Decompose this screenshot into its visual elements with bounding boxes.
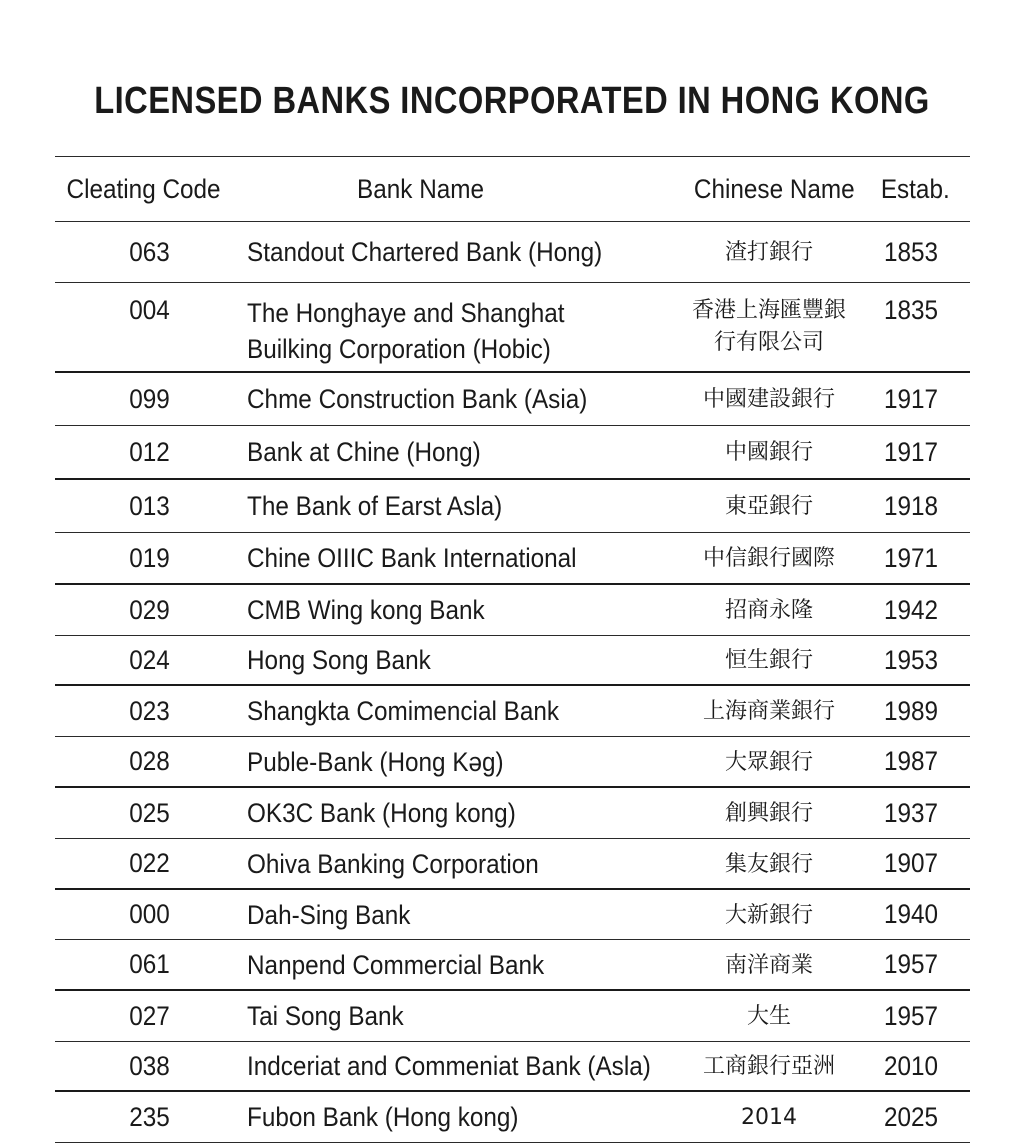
estab-cell: 1835 — [884, 295, 939, 325]
table-row — [55, 480, 970, 532]
table-row — [55, 533, 970, 583]
chinese-name-cell: 中信銀行國際 — [702, 546, 835, 571]
chinese-name-cell: 集友銀行 — [724, 851, 813, 877]
page-title: LICENSED BANKS INCORPORATED IN HONG KONG — [94, 80, 930, 122]
chinese-name-cell: 渣打銀行 — [724, 240, 813, 265]
code-cell: 025 — [129, 797, 171, 828]
estab-cell: 1940 — [884, 899, 939, 929]
chinese-name-cell: 東亞銀行 — [724, 494, 813, 519]
table-body — [55, 222, 970, 1143]
chinese-name-cell: 大生 — [746, 1004, 791, 1029]
header-code: Cleating Code — [66, 173, 222, 204]
code-cell: 012 — [129, 436, 171, 467]
estab-cell: 1917 — [884, 383, 939, 414]
estab-cell: 2025 — [884, 1101, 939, 1132]
bank-name-cell: The Honghaye and Shanghat Builking Corporation (Hobic) — [247, 298, 565, 364]
code-cell: 019 — [129, 542, 171, 573]
code-cell: 099 — [129, 383, 171, 414]
estab-cell: 1937 — [884, 797, 939, 828]
bank-name-cell: The Bank of Earst Asla) — [247, 491, 503, 521]
table-row — [55, 1092, 970, 1142]
estab-cell: 1942 — [884, 594, 939, 625]
code-cell: 235 — [129, 1101, 171, 1132]
code-cell: 022 — [129, 848, 171, 878]
code-cell: 024 — [129, 644, 171, 675]
estab-cell: 1957 — [884, 1000, 939, 1031]
code-cell: 013 — [129, 490, 171, 521]
estab-cell: 1971 — [884, 542, 939, 573]
chinese-name-cell: 大新銀行 — [724, 902, 813, 928]
bank-name-cell: Dah-Sing Bank — [247, 899, 411, 930]
table-row — [55, 890, 970, 939]
chinese-name-cell: 2014 — [741, 1105, 797, 1130]
bank-name-cell: Hong Song Bank — [247, 645, 431, 675]
chinese-name-cell: 南洋商業 — [724, 952, 813, 978]
table-row — [55, 737, 970, 786]
bank-name-cell: Puble-Bank (Hong Kəg) — [247, 746, 504, 777]
estab-cell: 1957 — [884, 949, 939, 979]
bank-name-cell: Standout Chartered Bank (Hong) — [247, 237, 603, 267]
banks-table — [55, 156, 970, 1143]
table-row — [55, 839, 970, 888]
chinese-name-cell: 中國銀行 — [724, 440, 813, 465]
table-row — [55, 426, 970, 478]
table-row — [55, 283, 970, 371]
bank-name-cell: Bank at Chine (Hong) — [247, 437, 481, 467]
estab-cell: 1918 — [884, 490, 939, 521]
table-row — [55, 686, 970, 736]
estab-cell: 1987 — [884, 746, 939, 776]
estab-cell: 1989 — [884, 695, 939, 726]
bank-name-cell: Shangkta Comimencial Bank — [247, 696, 560, 726]
bank-name-cell: Indceriat and Commeniat Bank (Asla) — [247, 1051, 651, 1081]
table-row — [55, 585, 970, 635]
table-row — [55, 222, 970, 282]
bank-name-cell: Chine OIIIC Bank International — [247, 543, 577, 573]
estab-cell: 2010 — [884, 1050, 939, 1081]
table-row — [55, 373, 970, 425]
code-cell: 029 — [129, 594, 171, 625]
code-cell: 023 — [129, 695, 171, 726]
table-row — [55, 788, 970, 838]
bank-name-cell: Fubon Bank (Hong kong) — [247, 1102, 519, 1132]
bank-name-cell: CMB Wing kong Bank — [247, 595, 485, 625]
header-estab: Estab. — [881, 173, 950, 204]
header-name: Bank Name — [357, 174, 485, 204]
bank-name-cell: OK3C Bank (Hong kong) — [247, 798, 516, 828]
header-chinese: Chinese Name — [693, 173, 855, 204]
estab-cell: 1853 — [884, 236, 939, 267]
table-row — [55, 636, 970, 684]
chinese-name-cell: 恒生銀行 — [724, 648, 813, 673]
table-row — [55, 940, 970, 989]
code-cell: 038 — [129, 1050, 171, 1081]
estab-cell: 1953 — [884, 644, 939, 675]
code-cell: 061 — [129, 949, 171, 979]
code-cell: 027 — [129, 1000, 171, 1031]
chinese-name-cell: 香港上海匯豐銀行有限公司 — [691, 298, 846, 355]
bank-name-cell: Chme Construction Bank (Asia) — [247, 384, 588, 414]
estab-cell: 1917 — [884, 436, 939, 467]
bank-name-cell: Ohiva Banking Corporation — [247, 848, 539, 879]
code-cell: 028 — [129, 746, 171, 776]
code-cell: 063 — [129, 236, 171, 267]
chinese-name-cell: 工商銀行亞洲 — [702, 1054, 835, 1079]
chinese-name-cell: 中國建設銀行 — [702, 387, 835, 412]
code-cell: 000 — [129, 899, 171, 929]
bank-name-cell: Nanpend Commercial Bank — [247, 949, 545, 980]
chinese-name-cell: 上海商業銀行 — [702, 699, 835, 724]
table-header-row — [55, 157, 970, 221]
chinese-name-cell: 招商永隆 — [724, 598, 813, 623]
table-row — [55, 991, 970, 1041]
bank-name-cell: Tai Song Bank — [247, 1001, 404, 1031]
estab-cell: 1907 — [884, 848, 939, 878]
chinese-name-cell: 大眾銀行 — [724, 749, 813, 775]
chinese-name-cell: 創興銀行 — [724, 801, 813, 826]
code-cell: 004 — [129, 295, 171, 325]
table-row — [55, 1042, 970, 1090]
